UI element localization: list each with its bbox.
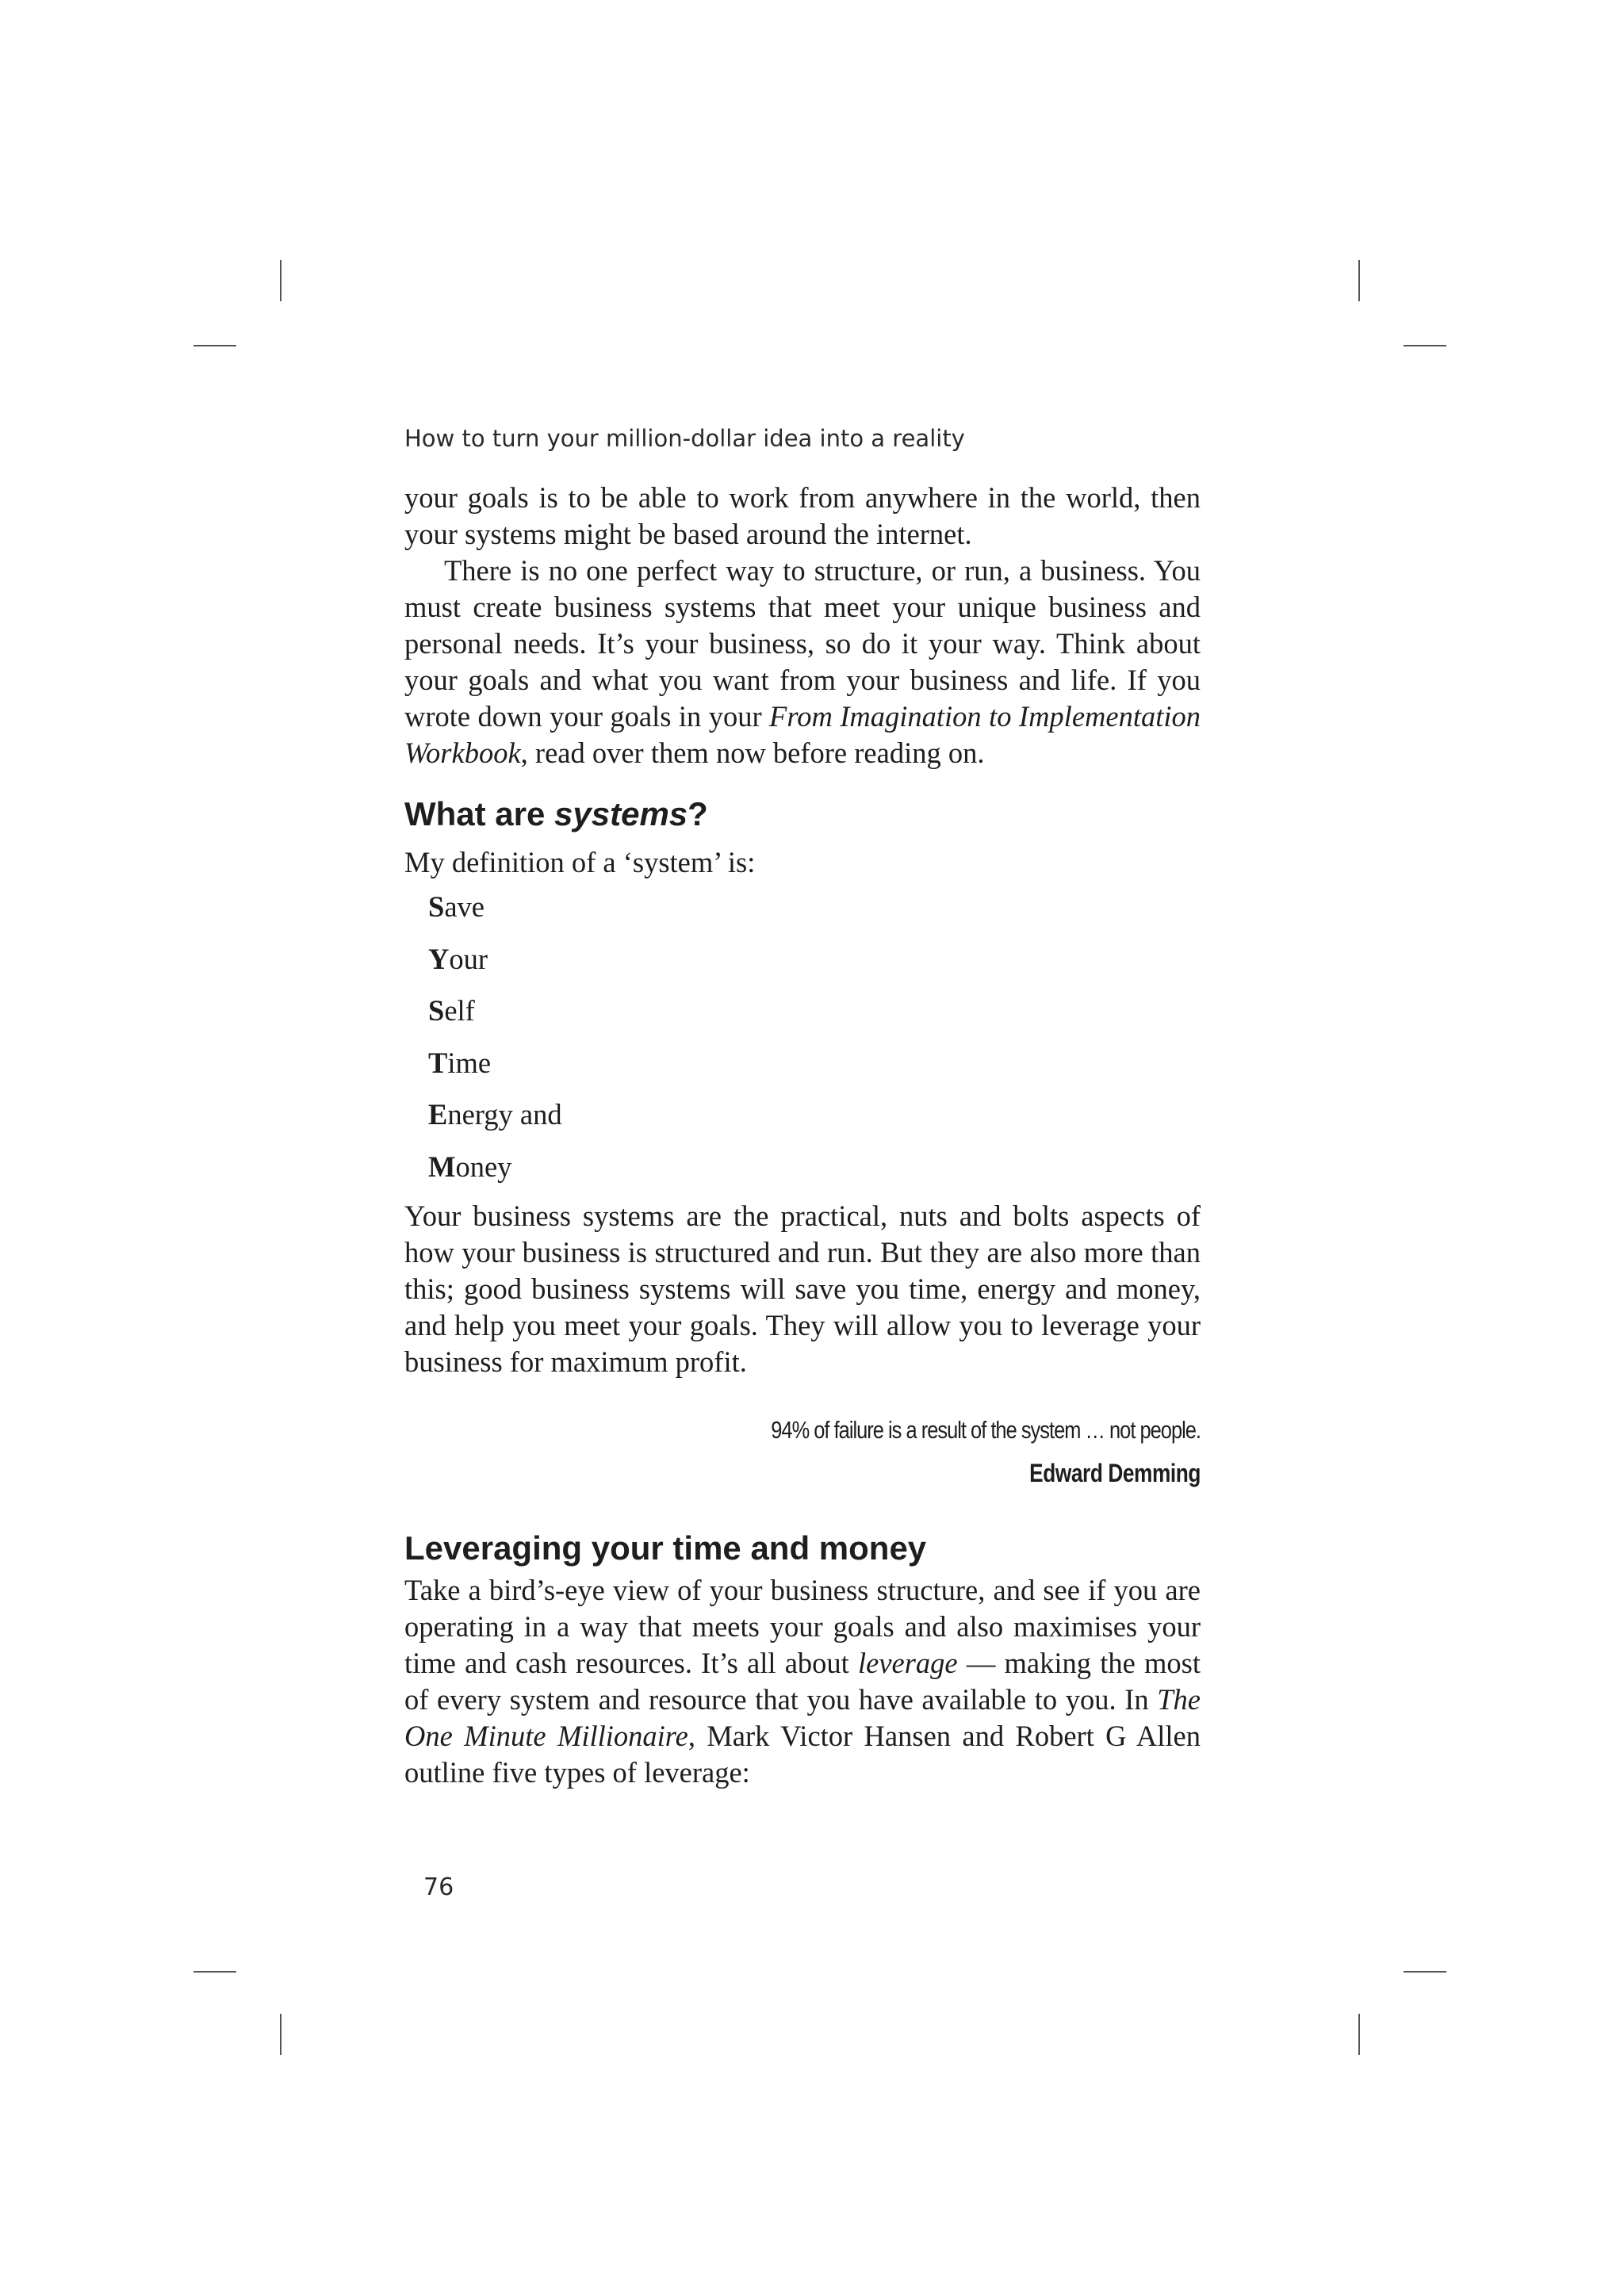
crop-mark-top-right-vertical <box>1358 260 1360 301</box>
acronym-letter: M <box>428 1150 456 1183</box>
book-title: The One Minute Millionaire <box>404 1682 1201 1752</box>
acronym-item <box>428 1149 1201 1185</box>
emphasis-leverage: leverage <box>857 1646 958 1679</box>
acronym-rest: elf <box>444 994 475 1027</box>
acronym-item <box>428 941 1201 978</box>
paragraph-text: — making the most of every system and resource that you have available to you. In <box>404 1646 1201 1716</box>
crop-mark-bottom-right-vertical <box>1358 2014 1360 2055</box>
paragraph-text-end: , Mark Victor Hansen and Robert G Allen outline five types of leverage: <box>404 1719 1201 1789</box>
system-acronym-list <box>428 889 1201 1185</box>
heading-punctuation: ? <box>688 795 708 832</box>
acronym-letter: E <box>428 1098 448 1131</box>
acronym-rest: nergy and <box>447 1098 562 1131</box>
crop-mark-bottom-right-horizontal <box>1404 1971 1446 1973</box>
acronym-letter: S <box>428 994 445 1027</box>
acronym-rest: ave <box>444 890 485 923</box>
acronym-letter: T <box>428 1046 448 1079</box>
crop-mark-bottom-left-horizontal <box>193 1971 236 1973</box>
crop-mark-top-left-horizontal <box>193 345 236 346</box>
acronym-item <box>428 889 1201 925</box>
paragraph-text: Take a bird’s-eye view of your business structure, and see if you are operating in a way that meets your goals and also maximises your time and cash resources. It’s all about <box>404 1573 1201 1679</box>
running-head: How to turn your million-dollar idea into a reality <box>404 425 965 452</box>
section-heading-leveraging: Leveraging your time and money <box>404 1529 927 1567</box>
paragraph-no-perfect-way <box>404 553 1201 771</box>
crop-mark-top-right-horizontal <box>1404 345 1446 346</box>
page-number: 76 <box>423 1873 454 1901</box>
text-block <box>404 480 1201 1791</box>
crop-mark-top-left-vertical <box>280 260 282 301</box>
section-heading-systems <box>404 794 1201 835</box>
crop-mark-bottom-left-vertical <box>280 2014 282 2055</box>
acronym-rest: our <box>449 942 488 975</box>
acronym-letter: Y <box>428 942 450 975</box>
acronym-rest: oney <box>455 1150 512 1183</box>
paragraph-text: There is no one perfect way to structure, or run, a business. You must create business systems that meet your unique business and personal needs. It’s your business, so do it your way. Think about your goals and what you want from your business and life. If you wrote down your goals in your <box>404 554 1201 733</box>
paragraph-business-systems: Your business systems are the practical, nuts and bolts aspects of how your business is structured and run. But they are also more than this; good business systems will save you time, energy and money, and help you meet your goals. They will allow you to leverage your business for maximum profit. <box>404 1199 1201 1378</box>
definition-intro: My definition of a ‘system’ is: <box>404 846 756 878</box>
acronym-letter: S <box>428 890 445 923</box>
acronym-item <box>428 993 1201 1029</box>
paragraph-text-end: , read over them now before reading on. <box>520 737 985 769</box>
quote-author: Edward Demming <box>1029 1458 1201 1487</box>
acronym-item <box>428 1096 1201 1133</box>
paragraph-continued: your goals is to be able to work from anywhere in the world, then your systems might be based around the internet. <box>404 481 1201 550</box>
quote-text: 94% of failure is a result of the system … not people. <box>771 1415 1201 1444</box>
heading-text: What are <box>404 795 555 832</box>
acronym-rest: ime <box>447 1046 492 1079</box>
book-title: From Imagination to Implementation Workbook <box>404 700 1201 769</box>
pull-quote <box>404 1409 1201 1494</box>
paragraph-leverage <box>404 1572 1201 1791</box>
heading-italic-text: systems <box>554 795 688 832</box>
acronym-item <box>428 1045 1201 1081</box>
